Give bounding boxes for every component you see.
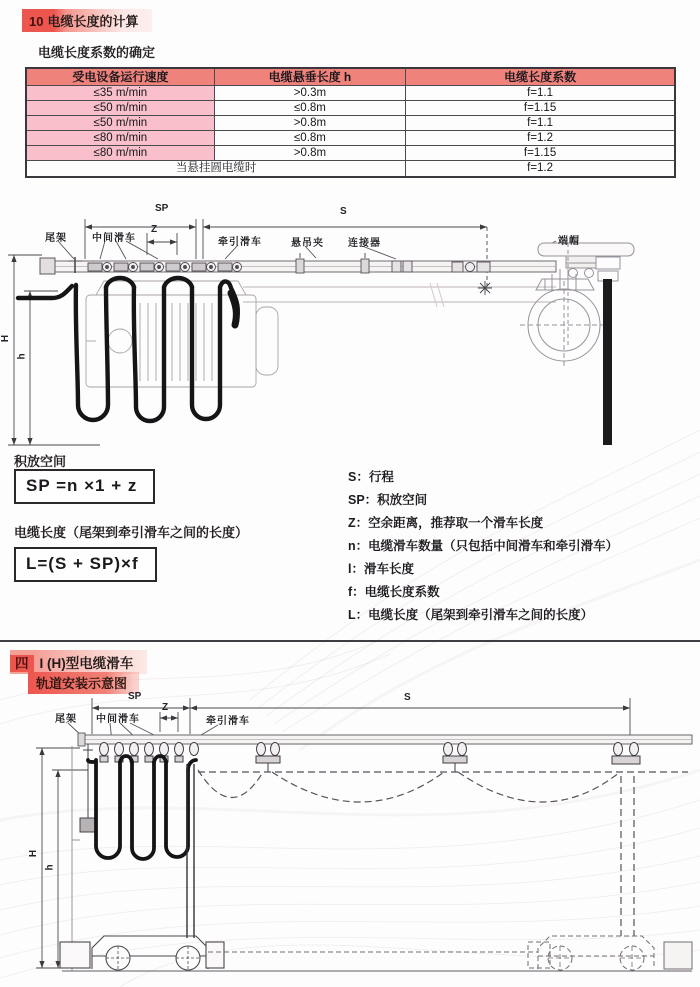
- col-header-coefficient: 电缆长度系数: [406, 68, 675, 85]
- col-header-sag: 电缆悬垂长度 h: [214, 68, 405, 85]
- legend-item-z: Z：空余距离，推荐取一个滑车长度: [348, 516, 544, 530]
- section1-subtitle: 电缆长度系数的确定: [38, 45, 156, 60]
- section1-badge: 10: [29, 14, 44, 29]
- label-end-cap: 端帽: [558, 236, 580, 247]
- cell-round-cable: 当悬挂圆电缆时: [26, 160, 406, 177]
- table-footer-row: [26, 160, 675, 177]
- label-tail-frame-2: 尾架: [55, 714, 77, 725]
- cell-sag: >0.8m: [214, 115, 405, 130]
- cable-coefficient-table: [25, 67, 676, 178]
- legend-item-f: f：电缆长度系数: [348, 585, 440, 599]
- cell-sag: ≤0.8m: [214, 130, 405, 145]
- cell-speed: ≤80 m/min: [26, 145, 214, 160]
- cell-speed: ≤80 m/min: [26, 130, 214, 145]
- cell-speed: ≤35 m/min: [26, 85, 214, 100]
- table-row: [26, 145, 675, 160]
- dim-label-s-2: S: [404, 692, 411, 703]
- col-header-speed: 受电设备运行速度: [26, 68, 214, 85]
- dim-label-sp-2: SP: [128, 691, 142, 702]
- cell-coefficient: f=1.2: [406, 160, 675, 177]
- label-traction-trolley-2: 牵引滑车: [206, 716, 250, 727]
- sp-formula-box: SP =n ×1 + z: [14, 469, 155, 504]
- table-row: [26, 100, 675, 115]
- diagram2-cart-left: [60, 936, 224, 970]
- diagram2-festoon-cable: [198, 770, 688, 936]
- label-traction-trolley: 牵引滑车: [218, 237, 262, 248]
- diagram2-svg: [0, 690, 700, 987]
- dim-label-h: h: [16, 353, 28, 360]
- legend: [348, 466, 693, 627]
- diagram2-cart-right: [208, 936, 654, 970]
- legend-item-n: n：电缆滑车数量（只包括中间滑车和牵引滑车）: [348, 539, 619, 553]
- label-connector: 连接器: [348, 238, 381, 249]
- diagram1-hoist-outline: [86, 281, 278, 387]
- cell-coefficient: f=1.15: [406, 100, 675, 115]
- cell-coefficient: f=1.2: [406, 130, 675, 145]
- dim-label-s: S: [340, 206, 347, 217]
- cell-speed: ≤50 m/min: [26, 115, 214, 130]
- cable-length-title: 电缆长度（尾架到牵引滑车之间的长度）: [14, 525, 249, 540]
- cell-sag: >0.3m: [214, 85, 405, 100]
- diagram2-trolleys: [100, 743, 641, 773]
- diagram2-cable-loops: [88, 756, 196, 859]
- diagram2-track: [78, 733, 692, 746]
- cell-coefficient: f=1.1: [406, 115, 675, 130]
- legend-item-sp: SP：积放空间: [348, 493, 428, 507]
- table-row: [26, 130, 675, 145]
- table-row: [26, 85, 675, 100]
- diagram1-cable-end: [231, 293, 236, 325]
- section2-badge: 四: [10, 655, 34, 672]
- table-header-row: [26, 68, 675, 85]
- section2-subtitle: 轨道安装示意图: [28, 672, 139, 694]
- dim-label-sp: SP: [155, 203, 169, 214]
- dim-label-H-2: H: [28, 849, 40, 858]
- label-tail-frame: 尾架: [45, 233, 67, 244]
- legend-item-L: L：电缆长度（尾架到牵引滑车之间的长度）: [348, 608, 594, 622]
- table-row: [26, 115, 675, 130]
- label-middle-trolley-2: 中间滑车: [96, 714, 140, 725]
- diagram2-tail-frame: [80, 744, 96, 832]
- diagram1-track: [40, 253, 556, 295]
- diagram2-track-installation: [0, 690, 700, 987]
- diagram1-endcap-bar: [603, 279, 612, 445]
- diagram2-enclosure: [72, 746, 80, 971]
- cell-speed: ≤50 m/min: [26, 100, 214, 115]
- diagram1-festoon-system: [0, 195, 700, 450]
- section1-header: [22, 9, 152, 32]
- diagram2-end-stop: [664, 942, 692, 969]
- l-formula-box: L=(S + SP)×f: [14, 547, 157, 582]
- cell-sag: >0.8m: [214, 145, 405, 160]
- section2-header: [10, 650, 147, 674]
- section1-title: 电缆长度的计算: [47, 14, 139, 29]
- storage-space-title: 积放空间: [14, 454, 67, 469]
- cell-coefficient: f=1.1: [406, 85, 675, 100]
- cell-coefficient: f=1.15: [406, 145, 675, 160]
- dim-label-H: H: [0, 334, 12, 343]
- legend-item-s: S：行程: [348, 470, 394, 484]
- section-divider: [0, 640, 700, 642]
- dim-label-z-2: Z: [162, 702, 169, 713]
- label-suspension-clamp: 悬吊夹: [291, 238, 324, 249]
- label-middle-trolley: 中间滑车: [92, 233, 136, 244]
- section2-title: I (H)型电缆滑车: [39, 656, 134, 671]
- legend-item-l: l：滑车长度: [348, 562, 414, 576]
- dim-label-z: Z: [151, 224, 158, 235]
- cell-sag: ≤0.8m: [214, 100, 405, 115]
- dim-label-h-2: h: [44, 864, 56, 871]
